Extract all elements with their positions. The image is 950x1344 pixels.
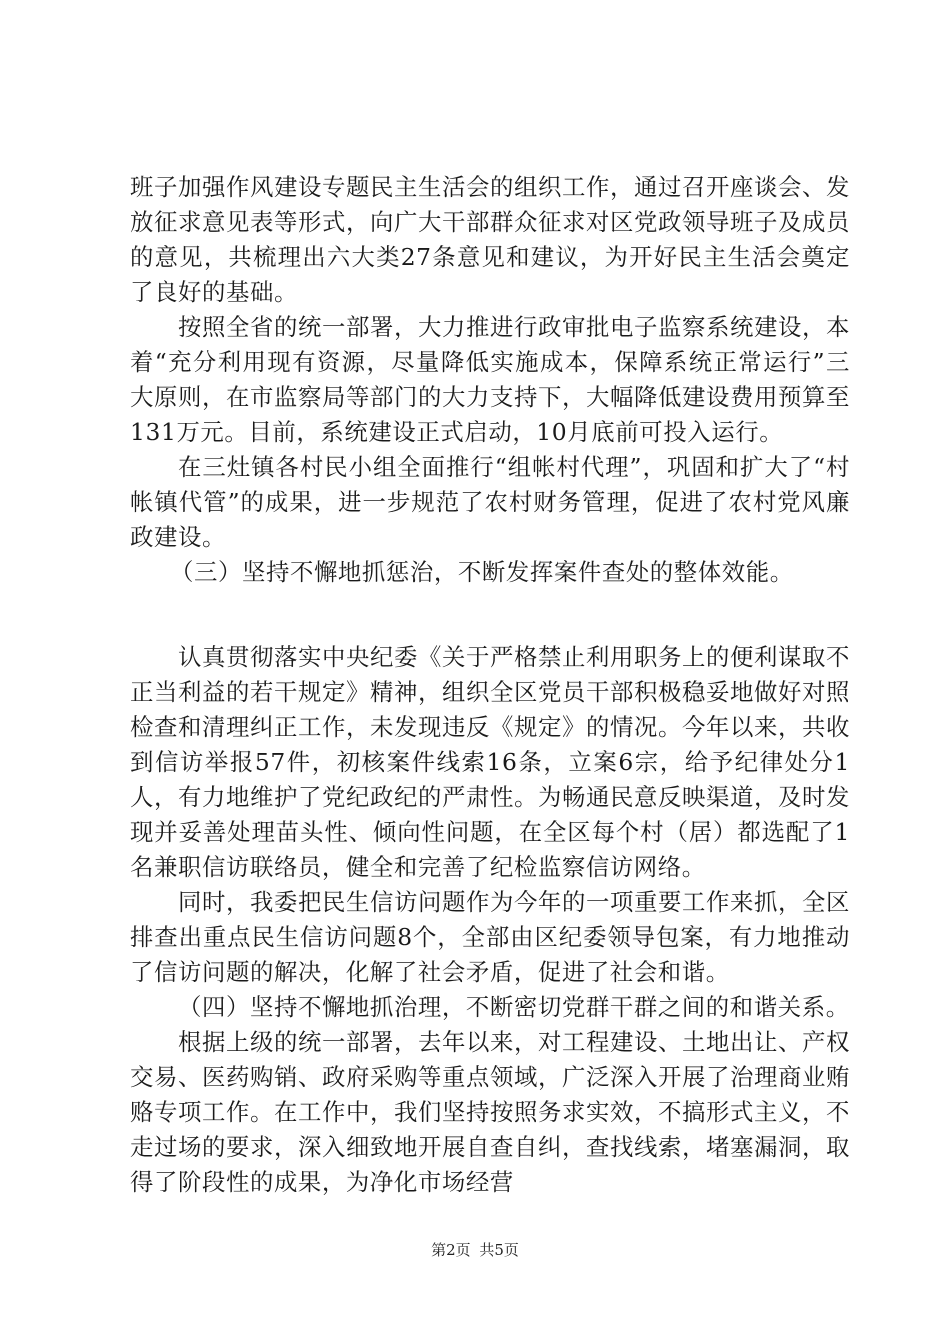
section-gap (130, 590, 850, 640)
paragraph-village-accounts: 在三灶镇各村民小组全面推行“组帐村代理”，巩固和扩大了“村帐镇代管”的成果，进一步规范了农村财务管理，促进了农村党风廉政建设。 (130, 453, 850, 551)
page-number: 第2页 (431, 1241, 471, 1259)
paragraph-anti-bribery: 根据上级的统一部署，去年以来，对工程建设、土地出让、产权交易、医药购销、政府采购等重点领域，广泛深入开展了治理商业贿赂专项工作。在工作中，我们坚持按照务求实效，不搞形式主义，不走过场的要求，深入细致地开展自查自纠，查找线索，堵塞漏洞，取得了阶段性的成果，为净化市场经营 (130, 1028, 850, 1196)
page-total: 共5页 (479, 1241, 519, 1259)
section-heading-three: （三）坚持不懈地抓惩治，不断发挥案件查处的整体效能。 (170, 558, 794, 586)
document-body (130, 170, 850, 1200)
paragraph-continuation: 班子加强作风建设专题民主生活会的组织工作，通过召开座谈会、发放征求意见表等形式，向广大干部群众征求对区党政领导班子及成员的意见，共梳理出六大类27条意见和建议，为开好民主生活会奠定了良好的基础。 (130, 173, 850, 306)
paragraph-e-supervision: 按照全省的统一部署，大力推进行政审批电子监察系统建设，本着“充分利用现有资源，尽量降低实施成本，保障系统正常运行”三大原则，在市监察局等部门的大力支持下，大幅降低建设费用预算至131万元。目前，系统建设正式启动，10月底前可投入运行。 (130, 313, 850, 446)
paragraph-discipline: 认真贯彻落实中央纪委《关于严格禁止利用职务上的便利谋取不正当利益的若干规定》精神，组织全区党员干部积极稳妥地做好对照检查和清理纠正工作，未发现违反《规定》的情况。今年以来，共收到信访举报57件，初核案件线索16条，立案6宗，给予纪律处分1人，有力地维护了党纪政纪的严肃性。为畅通民意反映渠道，及时发现并妥善处理苗头性、倾向性问题，在全区每个村（居）都选配了1名兼职信访联络员，健全和完善了纪检监察信访网络。 (130, 643, 850, 881)
page-footer (0, 1240, 950, 1260)
paragraph-petitions: 同时，我委把民生信访问题作为今年的一项重要工作来抓，全区排查出重点民生信访问题8个，全部由区纪委领导包案，有力地推动了信访问题的解决，化解了社会矛盾，促进了社会和谐。 (130, 888, 850, 986)
section-heading-four: （四）坚持不懈地抓治理，不断密切党群干群之间的和谐关系。 (178, 993, 850, 1021)
